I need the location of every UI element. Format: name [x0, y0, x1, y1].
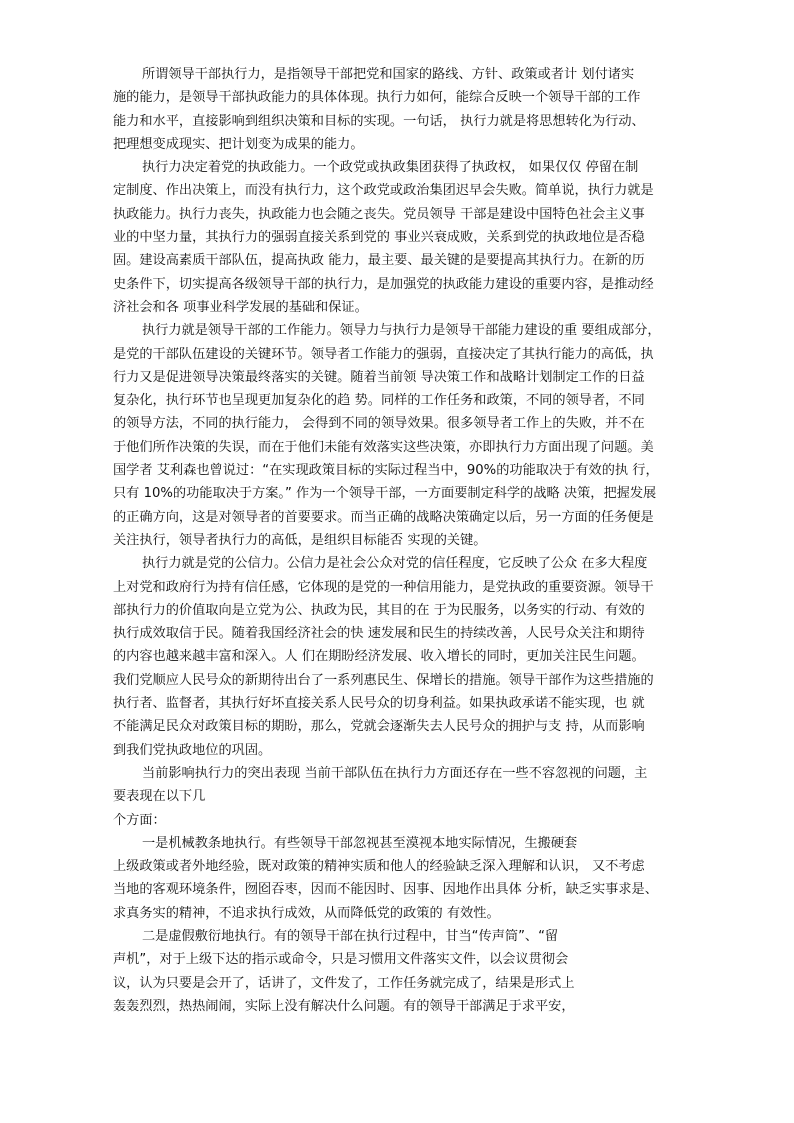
text-line: 是党的干部队伍建设的关键环节。领导者工作能力的强弱，直接决定了其执行能力的高低，执 [113, 346, 654, 362]
text-line: 的内容也越来越丰富和深入。人 们在期盼经济发展、收入增长的同时，更加关注民生问题。 [113, 649, 645, 665]
text-line: 行力又是促进领导决策最终落实的关键。随着当前领 导决策工作和战略计划制定工作的日益 [113, 369, 645, 385]
text-line: 定制度、作出决策上，而没有执行力，这个政党或政治集团迟早会失败。简单说，执行力就是 [113, 183, 654, 199]
text-line: 复杂化，执行环节也呈现更加复杂化的趋 势。同样的工作任务和政策，不同的领导者，不同 [113, 393, 645, 409]
text-line: 当前影响执行力的突出表现 当前干部队伍在执行力方面还存在一些不容忽视的问题，主 [142, 765, 648, 781]
text-line: 执行成效取信于民。随着我国经济社会的快 速发展和民生的持续改善，人民号众关注和期待 [113, 626, 645, 642]
text-line: 济社会和各 项事业科学发展的基础和保证。 [113, 299, 368, 315]
text-line: 施的能力，是领导干部执政能力的具体体现。执行力如何，能综合反映一个领导干部的工作 [113, 90, 641, 106]
text-line: 的领导方法，不同的执行能力， 会得到不同的领导效果。很多领导者工作上的失败，并不在 [113, 416, 645, 432]
text-line: 上对党和政府行为持有信任感，它体现的是党的一种信用能力，是党执政的重要资源。领导干 [113, 579, 654, 595]
text-line: 于他们所作决策的失误，而在于他们未能有效落实这些决策，亦即执行力方面出现了问题。美 [113, 439, 654, 455]
text-line: 所谓领导干部执行力，是指领导干部把党和国家的路线、方针、政策或者计 划付诸实 [142, 67, 635, 82]
text-line: 轰轰烈烈，热热闹闹，实际上没有解决什么问题。有的领导干部满足于求平安， [113, 998, 575, 1014]
text-line: 国学者 艾利森也曾说过：“在实现政策目标的实际过程当中，90%的功能取决于有效的执 行， [113, 463, 659, 479]
text-line: 个方面： [113, 812, 166, 828]
text-line: 执行者、监督者，其执行好坏直接关系人民号众的切身利益。如果执政承诺不能实现，也 就 [113, 696, 645, 712]
text-line: 史条件下，切实提高各级领导干部的执行力，是加强党的执政能力建设的重要内容，是推动经 [113, 276, 654, 292]
text-line: 执行力就是党的公信力。公信力是社会公众对党的信任程度，它反映了公众 在多大程度 [142, 556, 648, 572]
text-line: 议，认为只要是会开了，话讲了，文件发了，工作任务就完成了，结果是形式上 [113, 975, 575, 991]
text-line: 关注执行，领导者执行力的高低，是组织目标能否 实现的关键。 [113, 532, 487, 548]
text-line: 一是机械教条地执行。有些领导干部忽视甚至漠视本地实际情况，生搬硬套 [142, 835, 578, 851]
text-line: 到我们党执政地位的巩固。 [113, 742, 272, 758]
text-line: 声机”，对于上级下达的指示或命令，只是习惯用文件落实文件，以会议贯彻会 [113, 952, 569, 968]
text-line: 固。建设高素质干部队伍，提高执政 能力，最主要、最关键的是要提高其执行力。在新的历 [113, 253, 645, 269]
text-line: 上级政策或者外地经验，既对政策的精神实质和他人的经验缺乏深入理解和认识， 又不考虑 [113, 859, 645, 875]
text-line: 部执行力的价值取向是立党为公、执政为民，其目的在 于为民服务，以务实的行动、有效的 [113, 602, 645, 618]
text-line: 我们党顺应人民号众的新期待出台了一系列惠民生、保增长的措施。领导干部作为这些措施的 [113, 672, 654, 688]
text-line: 二是虚假敷衍地执行。有的领导干部在执行过程中，甘当“传声筒”、“留 [142, 928, 559, 944]
text-line: 执政能力。执行力丧失，执政能力也会随之丧失。党员领导 干部是建设中国特色社会主义事 [113, 206, 645, 222]
text-line: 求真务实的精神，不追求执行成效，从而降低党的政策的 有效性。 [113, 905, 500, 921]
text-line: 当地的客观环境条件，囫囵吞枣，因而不能因时、因事、因地作出具体 分析，缺乏实事求是、 [113, 882, 658, 898]
text-line: 执行力就是领导干部的工作能力。领导力与执行力是领导干部能力建设的重 要组成部分， [142, 323, 661, 339]
text-line: 执行力决定着党的执政能力。一个政党或执政集团获得了执政权， 如果仅仅 停留在制 [142, 160, 639, 176]
text-line: 的正确方向，这是对领导者的首要要求。而当正确的战略决策确定以后，另一方面的任务便是 [113, 509, 654, 525]
text-line: 业的中坚力量，其执行力的强弱直接关系到党的 事业兴衰成败，关系到党的执政地位是否稳 [113, 230, 645, 246]
text-line: 能力和水平，直接影响到组织决策和目标的实现。一句话， 执行力就是将思想转化为行动、 [113, 113, 645, 129]
text-line: 要表现在以下几 [113, 789, 206, 805]
text-line: 只有 10%的功能取决于方案。” 作为一个领导干部，一方面要制定科学的战略 决策，把握发展 [113, 486, 657, 502]
text-line: 把理想变成现实、把计划变为成果的能力。 [113, 136, 364, 152]
text-line: 不能满足民众对政策目标的期盼，那么，党就会逐渐失去人民号众的拥护与支 持，从而影响 [113, 719, 645, 735]
document-body [113, 63, 691, 1018]
